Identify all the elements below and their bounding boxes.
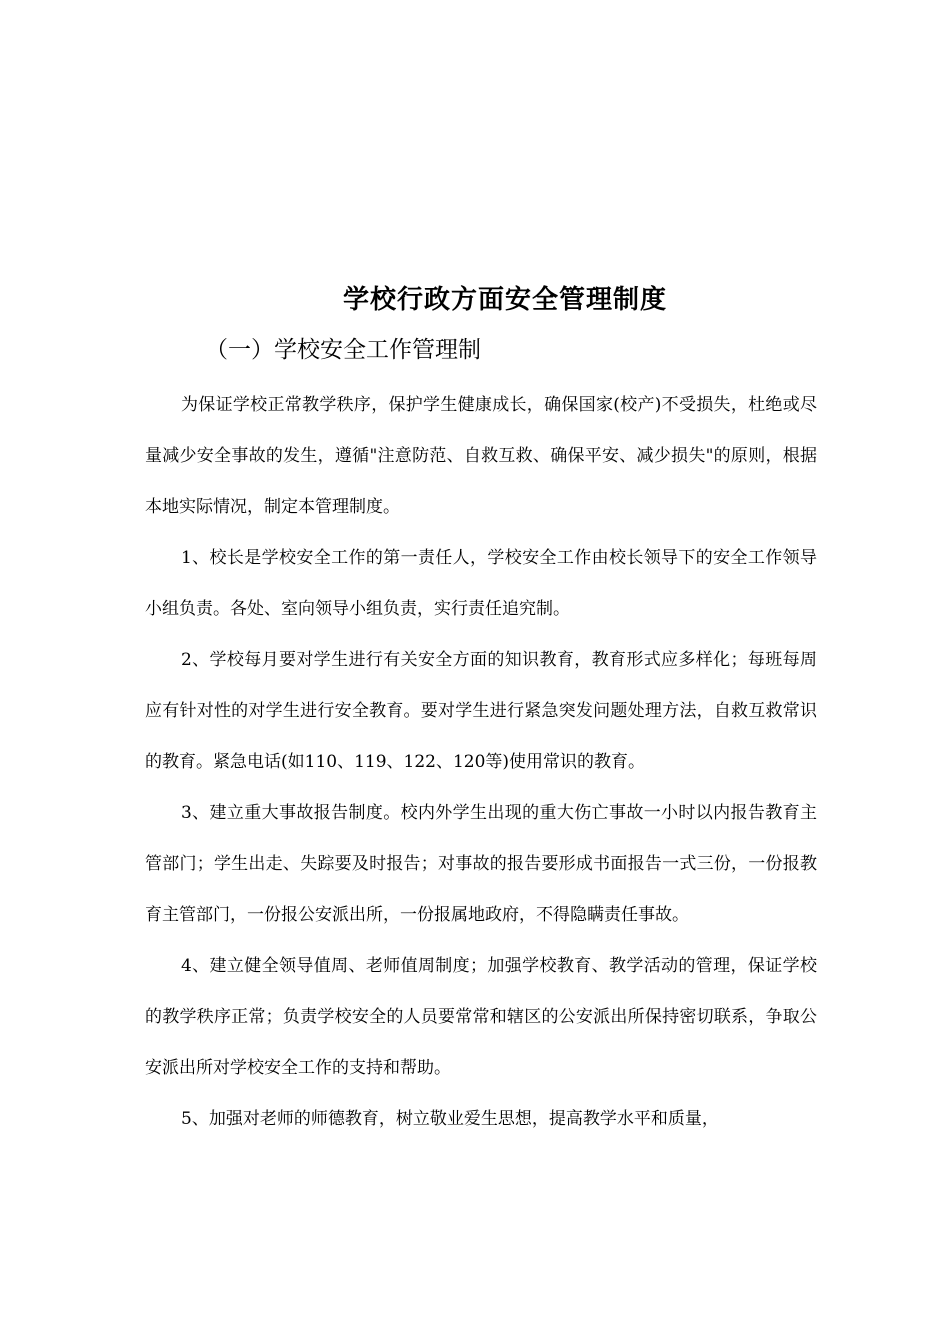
paragraph-item-3: 3、建立重大事故报告制度。校内外学生出现的重大伤亡事故一小时以内报告教育主管部门；学生出走、失踪要及时报告；对事故的报告要形成书面报告一式三份，一份报教育主管部门，一份报公安派出所，一份报属地政府，不得隐瞒责任事故。 (145, 803, 817, 925)
paragraph-item-5: 5、加强对老师的师德教育，树立敬业爱生思想，提高教学水平和质量， (181, 1109, 719, 1129)
paragraph-intro: 为保证学校正常教学秩序，保护学生健康成长，确保国家(校产)不受损失，杜绝或尽量减少安全事故的发生，遵循"注意防范、自救互救、确保平安、减少损失"的原则，根据本地实际情况，制定本管理制度。 (145, 395, 817, 517)
document-body (145, 380, 817, 1145)
section-heading: （一）学校安全工作管理制 (205, 337, 481, 363)
document-title: 学校行政方面安全管理制度 (342, 285, 667, 315)
paragraph-item-1: 1、校长是学校安全工作的第一责任人，学校安全工作由校长领导下的安全工作领导小组负责。各处、室向领导小组负责，实行责任追究制。 (145, 548, 817, 619)
paragraph-item-4: 4、建立健全领导值周、老师值周制度；加强学校教育、教学活动的管理，保证学校的教学秩序正常；负责学校安全的人员要常常和辖区的公安派出所保持密切联系，争取公安派出所对学校安全工作的支持和帮助。 (145, 956, 817, 1078)
paragraph-item-2: 2、学校每月要对学生进行有关安全方面的知识教育，教育形式应多样化；每班每周应有针对性的对学生进行安全教育。要对学生进行紧急突发问题处理方法，自救互救常识的教育。紧急电话(如110、119、122、120等)使用常识的教育。 (145, 650, 817, 772)
